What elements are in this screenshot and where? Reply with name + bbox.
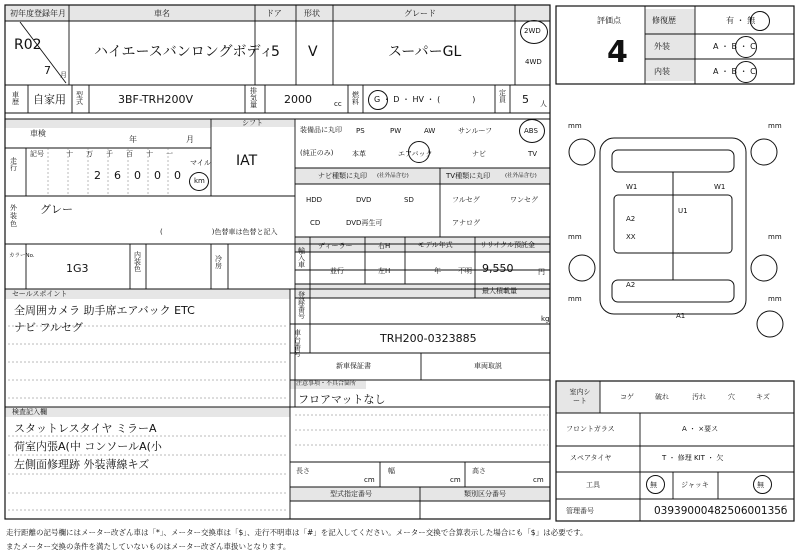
shaken-year: 年 <box>129 135 137 144</box>
nav-dvd-playback: DVD再生可 <box>346 219 383 227</box>
mileage-digit-1: 2 <box>94 169 101 182</box>
grade: スーパーGL <box>388 44 462 60</box>
handle-left: 左H <box>378 267 391 275</box>
diag-xx: XX <box>626 233 636 241</box>
interior-options: A ・ B ・ C <box>713 67 756 76</box>
capacity-unit: 人 <box>540 100 547 108</box>
mileage-unit-km: km <box>194 177 205 185</box>
mileage-digit-2: 6 <box>114 169 121 182</box>
reg-label: 登録番号 <box>298 291 305 320</box>
mgmt-value: 0393900048250600135б <box>654 505 788 517</box>
mileage-header-10man: 十 <box>66 150 73 158</box>
equip-abs-circle <box>519 119 545 143</box>
nav-sd: SD <box>404 196 414 204</box>
registration-month: 7 <box>44 64 51 77</box>
nav-header-sub: (社外品含む) <box>377 173 409 179</box>
equip-sunroof: サンルーフ <box>458 127 493 135</box>
import-label: 輸入車 <box>298 247 305 269</box>
tv-analog: アナログ <box>452 219 480 227</box>
fuel-label: 燃料 <box>352 91 359 106</box>
score-label: 評価点 <box>597 16 621 25</box>
width-unit: cm <box>450 476 461 484</box>
shift-label: シフト <box>242 119 263 127</box>
car-name: ハイエースバンロングボディ <box>94 44 274 60</box>
windshield-label: フロントガラス <box>566 425 615 433</box>
inspection-line-1: スタットレスタイヤ ミラーA <box>14 422 157 435</box>
diag-mm-6: mm <box>768 295 782 303</box>
diag-mm-3: mm <box>568 233 582 241</box>
inspection-label: 検査記入欄 <box>12 408 47 416</box>
sales-label: セールスポイント <box>12 290 68 298</box>
capacity-label: 定員 <box>499 89 506 104</box>
exterior-options: A ・ B ・ C <box>713 42 756 51</box>
recycle-value: 9,550 <box>482 262 514 275</box>
score-value: 4 <box>607 35 628 70</box>
model-year-value: 不明 <box>458 267 472 275</box>
tv-oneseg: ワンセグ <box>510 196 538 204</box>
nav-cd: CD <box>310 219 321 227</box>
car-name-header: 車名 <box>154 9 170 18</box>
parallel-label: 並行 <box>330 267 344 275</box>
colorno-label: カラーNo. <box>9 253 35 259</box>
diag-a2-2: A2 <box>626 281 636 289</box>
mileage-km-circle <box>189 172 209 191</box>
color-change-note: ( )色替車は色替と記入 <box>160 228 278 236</box>
usage-label: 車歴 <box>12 91 19 106</box>
jack-value: 無 <box>757 481 764 489</box>
inspection-line-2: 荷室内張A(中 コンソールA(小 <box>14 440 162 453</box>
capacity-value: 5 <box>522 93 529 106</box>
ac-label: 冷房 <box>215 255 222 270</box>
mileage-header-sen: 千 <box>106 150 113 158</box>
mileage-label: 走行 <box>10 157 17 172</box>
diag-a1: A1 <box>676 312 686 320</box>
max-load-unit: kg <box>541 315 550 323</box>
nav-hdd: HDD <box>306 196 323 204</box>
tools-value: 無 <box>650 481 657 489</box>
exterior-b-circle <box>735 36 757 58</box>
nav-dvd: DVD <box>356 196 372 204</box>
tools-label: 工具 <box>586 481 600 489</box>
diag-mm-4: mm <box>768 233 782 241</box>
door-header: ドア <box>266 9 282 18</box>
spare-label: スペアタイヤ <box>570 454 612 462</box>
usage-value: 自家用 <box>33 93 66 106</box>
mileage-digit-5: 0 <box>174 169 181 182</box>
manual-label: 車両取説 <box>474 362 502 370</box>
interior-label: 内装 <box>654 67 670 76</box>
model-year-unit: 年 <box>434 267 441 275</box>
sheet-ana: 穴 <box>728 393 735 401</box>
equip-ps: PS <box>356 127 365 135</box>
model-label: 型式 <box>76 91 83 106</box>
sheet-koge: コゲ <box>620 393 634 401</box>
equip-abs: ABS <box>524 127 538 135</box>
displacement-label: 排気量 <box>250 87 257 109</box>
spare-value: T ・ 修理 KIT ・ 欠 <box>662 454 724 462</box>
max-load-label: 最大積載量 <box>482 287 517 295</box>
interior-b-circle <box>735 61 757 83</box>
displacement-unit: cc <box>334 100 342 108</box>
warranty-label: 新車保証書 <box>336 362 371 370</box>
colorno-value: 1G3 <box>66 262 89 275</box>
sales-line-2: ナビ フルセグ <box>14 321 84 334</box>
equip-tv: TV <box>528 150 538 158</box>
equip-airbag: エアバック <box>398 150 433 158</box>
sheet-yabure: 破れ <box>655 393 669 401</box>
body-shape: V <box>308 44 318 60</box>
interior-color-label: 内装色 <box>134 251 141 273</box>
door-count: 5 <box>271 44 280 60</box>
mileage-header-man: 万 <box>86 150 93 158</box>
shape-header: 形状 <box>304 9 320 18</box>
diag-w1-right: W1 <box>714 183 726 191</box>
notes-label: 注意事項・不具合箇所 <box>296 380 357 387</box>
mileage-unit-mile: マイル <box>190 159 211 167</box>
drive-4wd: 4WD <box>525 58 542 66</box>
equip-leather: 本革 <box>352 150 366 158</box>
mileage-header-kigou: 記号 <box>30 150 44 158</box>
type-no-label: 型式指定番号 <box>330 490 372 498</box>
shift-value: IAT <box>236 153 258 169</box>
jack-label: ジャッキ <box>681 481 709 489</box>
recycle-unit: 円 <box>538 268 545 276</box>
equip-aw: AW <box>424 127 436 135</box>
inspection-line-3: 左側面修理跡 外装薄線キズ <box>14 458 150 471</box>
height-label: 高さ <box>472 467 486 475</box>
mileage-header-hyaku: 百 <box>126 150 133 158</box>
color-value: グレー <box>40 203 73 216</box>
sales-line-1: 全周囲カメラ 助手席エアバック ETC <box>14 304 195 317</box>
sheet-kizu: キズ <box>756 393 770 401</box>
dealer-label: ディーラー <box>318 242 353 250</box>
equipment-label: 装備品に丸印 <box>300 126 342 134</box>
displacement-value: 2000 <box>284 93 312 106</box>
diag-mm-1: mm <box>568 122 582 130</box>
interior-sheet-label: 室内シート <box>569 388 591 406</box>
width-label: 幅 <box>388 467 395 475</box>
sheet-yogore: 汚れ <box>692 393 706 401</box>
diag-u1: U1 <box>678 207 688 215</box>
diag-a2-1: A2 <box>626 215 636 223</box>
diag-w1-left: W1 <box>626 183 638 191</box>
notes-value: フロアマットなし <box>298 393 386 406</box>
model-year-label: モデル年式 <box>418 241 453 249</box>
repair-none-circle <box>750 11 770 31</box>
equip-pw: PW <box>390 127 402 135</box>
mileage-header-ichi: 一 <box>166 150 173 158</box>
footer-line-1: 走行距離の記号欄にはメーター改ざん車は「*」、メーター交換車は「$」、走行不明車は「#」を記入してください。メーター交換で合算表示した場合にも「$」は必要です。 <box>6 528 588 537</box>
repair-options: 有 ・ 無 <box>726 16 756 25</box>
chassis-label: 車台番号 <box>294 329 301 358</box>
repair-label: 修復歴 <box>652 16 676 25</box>
fuel-selected-circle <box>368 90 388 110</box>
footer-line-2: またメーター交換の条件を満たしていないものはメーター改ざん車扱いとなります。 <box>6 542 291 551</box>
fuel-options: G ・ D ・ HV ・ ( ) <box>374 95 476 104</box>
first-registration-header: 初年度登録年月 <box>10 9 66 18</box>
tv-fullseg: フルセグ <box>452 196 480 204</box>
jack-circle <box>753 475 772 494</box>
mileage-digit-3: 0 <box>134 169 141 182</box>
shaken-month: 月 <box>186 135 194 144</box>
shaken-label: 車検 <box>30 129 46 138</box>
tools-circle <box>646 475 665 494</box>
color-label: 外装色 <box>10 204 17 229</box>
drive-2wd: 2WD <box>524 27 541 35</box>
handle-right: 右H <box>378 242 391 250</box>
equip-navi: ナビ <box>472 150 486 158</box>
model-value: 3BF-TRH200V <box>118 93 193 106</box>
registration-year: R02 <box>14 37 42 53</box>
diag-mm-2: mm <box>768 122 782 130</box>
grade-header: グレード <box>404 9 436 18</box>
height-unit: cm <box>533 476 544 484</box>
equipment-sub: (純正のみ) <box>300 149 334 157</box>
recycle-label: リサイクル預託金 <box>480 241 536 249</box>
registration-month-unit: 月 <box>60 71 67 79</box>
length-unit: cm <box>364 476 375 484</box>
mileage-header-juu: 十 <box>146 150 153 158</box>
exterior-label: 外装 <box>654 42 670 51</box>
mgmt-label: 管理番号 <box>566 507 594 515</box>
windshield-value: A ・ ×要ス <box>682 425 719 433</box>
length-label: 長さ <box>296 467 310 475</box>
chassis-value: TRH200-0323885 <box>380 332 477 345</box>
tv-header: TV種類に丸印 <box>446 172 491 180</box>
nav-header: ナビ種類に丸印 <box>318 172 367 180</box>
diag-mm-5: mm <box>568 295 582 303</box>
mileage-digit-4: 0 <box>154 169 161 182</box>
tv-header-sub: (社外品含む) <box>505 173 537 179</box>
category-no-label: 類別区分番号 <box>464 490 506 498</box>
equip-airbag-circle <box>408 141 430 163</box>
